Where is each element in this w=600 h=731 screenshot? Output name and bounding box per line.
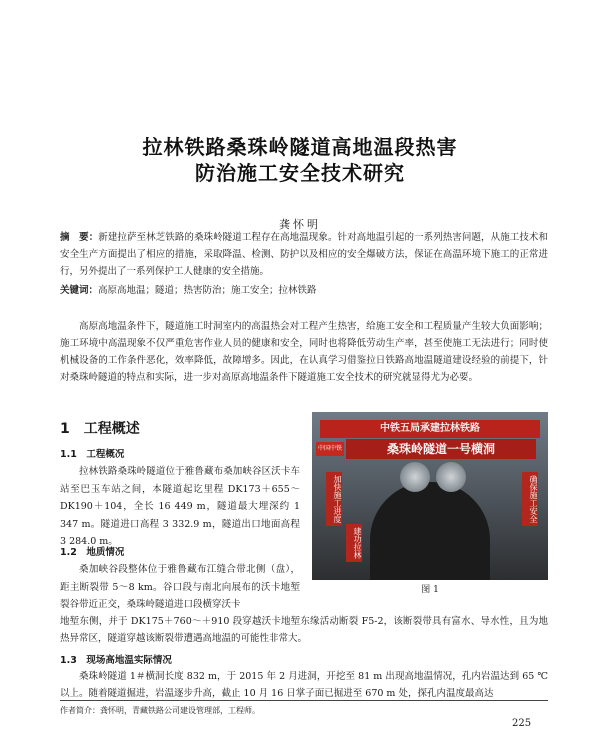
- photo-sign-left-2: 建功拉林: [346, 524, 362, 562]
- footnote-divider: [60, 700, 548, 701]
- keywords-text: 高原高地温；隧道；热害防治；施工安全；拉林铁路: [98, 285, 317, 296]
- paragraph-1-2-narrow: 桑加峡谷段整体位于雅鲁藏布江缝合带北侧（盘），距主断裂带 5～8 km。谷口段与南北向展布的沃卡地堑裂谷带近正交，桑珠岭隧道进口段横穿沃卡: [60, 564, 300, 610]
- author-footnote: 作者简介：龚怀明，青藏铁路公司建设管理部，工程师。: [60, 706, 260, 715]
- abstract-text: 新建拉萨至林芝铁路的桑珠岭隧道工程存在高地温现象。针对高地温引起的一系列热害问题，从施工技术和安全生产方面提出了相应的措施，采取降温、检测、防护以及相应的安全爆破方法，保证在高温环境下施工的正常进行，另外提出了一系列保护工人健康的安全措施。: [60, 232, 548, 277]
- figure-caption: 图 1: [421, 585, 439, 595]
- photo-sign-right: 确保施工安全: [522, 472, 538, 526]
- abstract-label: 摘 要：: [60, 232, 99, 243]
- title-line-2: 防治施工安全技术研究: [195, 161, 405, 185]
- paragraph-1-2-full: 地堑东侧，并于 DK175＋760～＋910 段穿越沃卡地堑东缘活动断裂 F5-2，该断裂带具有富水、导水性，且为地热异常区，隧道穿越该断裂带遭遇高地温的可能性非常大。: [60, 616, 548, 644]
- heading-1-2: 1.2 地质情况: [60, 547, 125, 558]
- photo-banner-sub: 桑珠岭隧道一号横洞: [346, 439, 536, 459]
- heading-1-3: 1.3 现场高地温实际情况: [60, 655, 172, 666]
- keywords: [60, 282, 548, 299]
- tunnel-portal-photo: [312, 412, 548, 580]
- paragraph-1-3: 桑珠岭隧道 1＃横洞长度 832 m，于 2015 年 2 月进洞，开挖至 81 m 出现高地温情况，孔内岩温达到 65 ℃以上。随着隧道掘进，岩温逐步升高，截止 10 月 16 日掌子面已掘进至 670 m 处，探孔内温度最高达: [60, 671, 548, 699]
- tunnel-portal: [370, 482, 490, 580]
- heading-1-1: 1.1 工程概况: [60, 449, 125, 460]
- photo-banner-top: 中铁五局承建拉林铁路: [320, 420, 540, 438]
- ventilation-fan-icon: [400, 462, 430, 492]
- ventilation-fan-icon: [436, 462, 466, 492]
- intro-paragraph: 高原高地温条件下，隧道施工时洞室内的高温热会对工程产生热害，给施工安全和工程质量产生较大负面影响；施工环境中高温现象不仅严重危害作业人员的健康和安全，同时也将降低劳动生产率，甚至使施工无法进行；同时使机械设备的工作条件恶化，效率降低，故障增多。因此，在认真学习借鉴拉日铁路高地温隧道建设经验的前提下，针对桑珠岭隧道的特点和实际，进一步对高原高地温条件下隧道施工安全技术的研究就显得尤为必要。: [60, 321, 548, 383]
- company-logo: 中国中铁: [316, 442, 344, 456]
- section-1-number: 1: [60, 421, 70, 437]
- photo-sign-left: 加快施工进度: [326, 472, 342, 526]
- title-line-1: 拉林铁路桑珠岭隧道高地温段热害: [142, 135, 458, 159]
- page-number: 225: [512, 718, 532, 729]
- author: 龚怀明: [279, 218, 321, 231]
- section-1-heading: [60, 418, 140, 438]
- section-1-title: 工程概述: [83, 421, 140, 437]
- keywords-label: 关键词：: [60, 285, 99, 296]
- paragraph-1-1: 拉林铁路桑珠岭隧道位于雅鲁藏布桑加峡谷区沃卡车站至巴玉车站之间，本隧道起讫里程 DK173＋655～DK190＋104，全长 16 449 m，隧道最大埋深约 1 347 m。隧道进口高程 3 332.9 m，隧道出口地面高程 3 284.0 m。: [60, 466, 300, 547]
- abstract: [60, 229, 548, 280]
